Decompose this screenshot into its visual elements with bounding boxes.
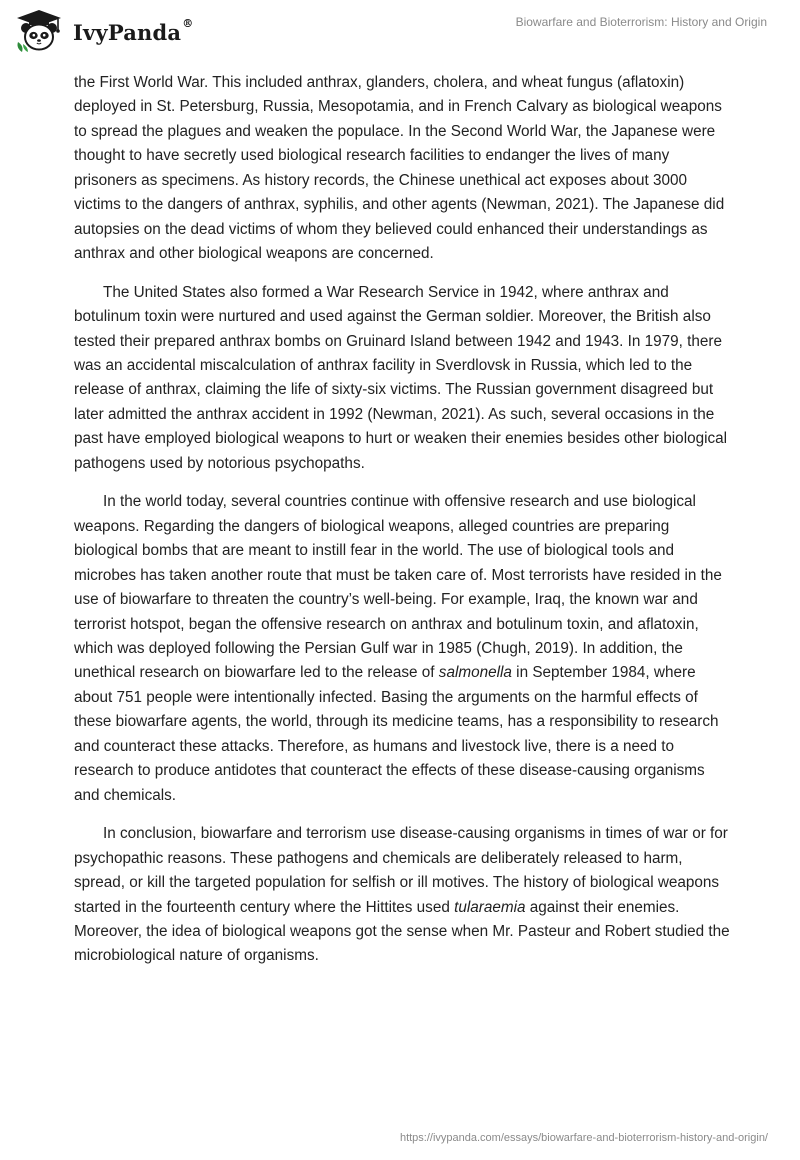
paragraph-3-italic: salmonella — [438, 664, 512, 682]
panda-graduate-icon — [14, 8, 64, 54]
brand-name — [73, 16, 194, 45]
brand-name-text: IvyPanda — [73, 19, 182, 45]
footer-source-url[interactable]: https://ivypanda.com/essays/biowarfare-and-bioterrorism-history-and-origin/ — [399, 1132, 768, 1144]
paragraph-4-text-b: against their enemies. Moreover, the idea of biological weapons got the sense when Mr. Pasteur and Robert studied the microbiological nature of organisms. — [74, 898, 730, 965]
paragraph-4-italic: tularaemia — [454, 898, 526, 916]
page-header — [0, 0, 800, 60]
paragraph-4 — [74, 822, 730, 969]
paragraph-1: the First World War. This included anthrax, glanders, cholera, and wheat fungus (aflatoxin) deployed in St. Petersburg, Russia, Mesopotamia, and in French Calvary as biological weapons to spread the plagues and weaken the populace. In the Second World War, the Japanese were thought to have secretly used biological research facilities to endanger the lives of many prisoners as specimens. As history records, the Chinese unethical act exposes about 3000 victims to the dangers of anthrax, syphilis, and other agents (Newman, 2021). The Japanese did autopsies on the dead victims of whom they believed could enhanced their understandings as anthrax and other biological weapons are concerned. — [74, 74, 725, 263]
document-title: Biowarfare and Bioterrorism: History and Origin — [515, 15, 767, 29]
registered-mark: ® — [182, 16, 194, 30]
ivypanda-logo[interactable] — [14, 8, 193, 54]
paragraph-2: The United States also formed a War Research Service in 1942, where anthrax and botulinum toxin were nurtured and used against the German soldier. Moreover, the British also tested their prepared anthrax bombs on Gruinard Island between 1942 and 1943. In 1979, there was an accidental miscalculation of anthrax facility in Sverdlovsk in Russia, which led to the release of anthrax, claiming the life of sixty-six victims. The Russian government disagreed but later admitted the anthrax accident in 1992 (Newman, 2021). As such, several occasions in the past have employed biological weapons to hurt or weaken their enemies besides other biological pathogens used by notorious psychopaths. — [74, 283, 728, 472]
paragraph-3-text-b: in September 1984, where about 751 people were intentionally infected. Basing the arguments on the harmful effects of these biowarfare agents, the world, through its medicine teams, has a responsibility to research and counteract these attacks. Therefore, as humans and livestock live, there is a need to research to produce antidotes that counteract the effects of these disease-causing organisms and chemicals. — [74, 664, 719, 804]
paragraph-4-text-a: In conclusion, biowarfare and terrorism use disease-causing organisms in times of war or for psychopathic reasons. These pathogens and chemicals are deliberately released to harm, spread, or kill the targeted population for selfish or ill motives. The history of biological weapons started in the fourteenth century where the Hittites used — [74, 825, 728, 916]
paragraph-3-text-a: In the world today, several countries continue with offensive research and use biological weapons. Regarding the dangers of biological weapons, alleged countries are preparing biological bombs that are meant to instill fear in the world. The use of biological tools and microbes has taken another route that must be taken care of. Most terrorists have resided in the use of biowarfare to threaten the country’s well-being. For example, Iraq, the known war and terrorist hotspot, began the offensive research on anthrax and botulinum toxin, and aflatoxin, which was deployed following the Persian Gulf war in 1985 (Chugh, 2019). In addition, the unethical research on biowarfare led to the release of — [74, 493, 722, 682]
paragraph-3 — [74, 490, 730, 808]
essay-body — [74, 71, 730, 983]
